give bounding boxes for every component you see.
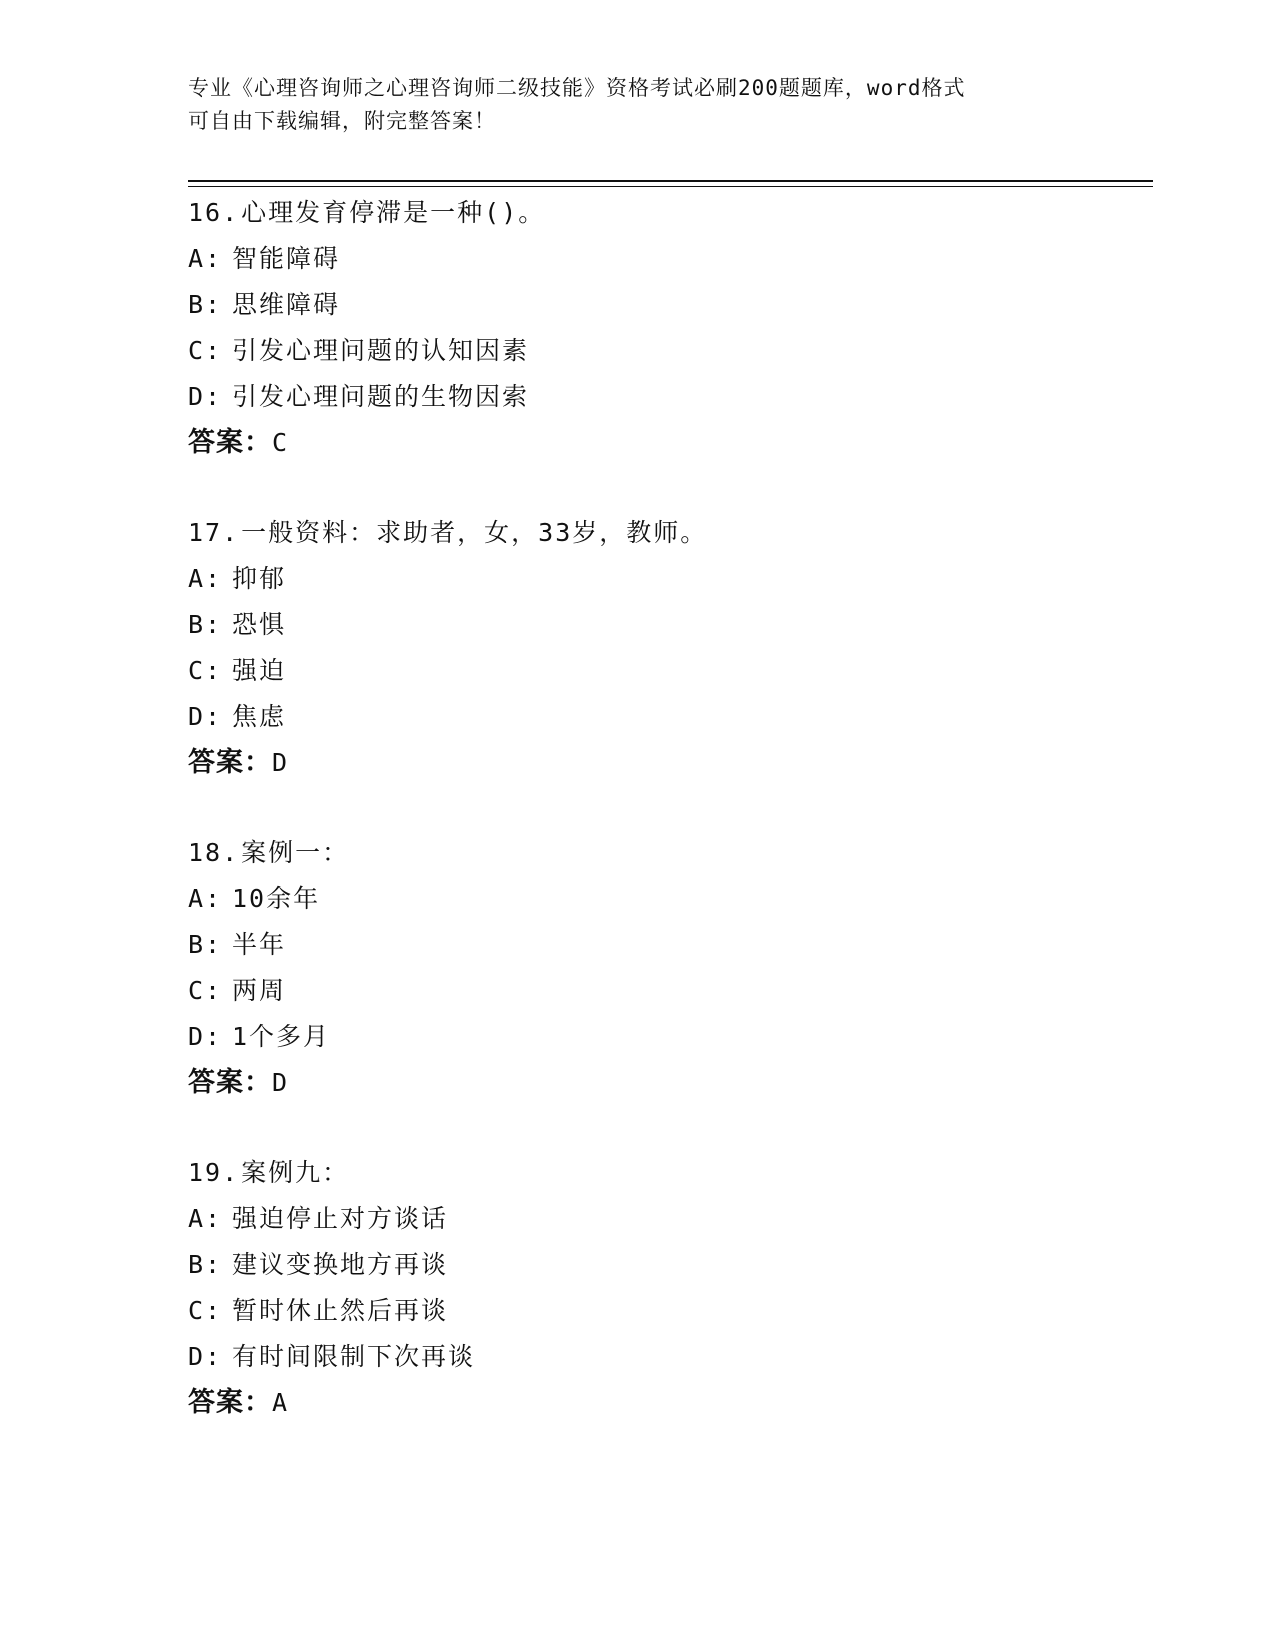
option-text: 建议变换地方再谈 [232,1250,449,1279]
option-d [188,1014,1148,1060]
option-key: C: [188,976,223,1005]
option-text: 智能障碍 [232,244,341,273]
option-text: 引发心理问题的生物因索 [232,382,530,411]
answer-value: D [272,1068,289,1097]
option-text: 半年 [232,930,287,959]
option-a [188,556,1148,602]
option-c [188,648,1148,694]
question-19 [188,1150,1148,1426]
option-d [188,694,1148,740]
question-17 [188,510,1148,786]
answer-value: C [272,428,289,457]
question-number: 16. [188,198,240,227]
option-key: D: [188,382,223,411]
header-divider-thin [188,186,1153,187]
option-key: D: [188,1342,223,1371]
option-text: 10余年 [232,884,321,913]
option-key: B: [188,930,223,959]
answer-line [188,1380,1148,1426]
option-b [188,922,1148,968]
question-text: 心理发育停滞是一种()。 [241,198,546,227]
option-key: D: [188,702,223,731]
option-key: A: [188,564,223,593]
answer-line [188,1060,1148,1106]
answer-value: D [272,748,289,777]
option-a [188,1196,1148,1242]
question-number: 17. [188,518,240,547]
option-key: A: [188,244,223,273]
answer-label: 答案： [188,427,272,458]
question-stem [188,830,1148,876]
header-line-2: 可自由下载编辑，附完整答案！ [188,109,496,133]
answer-label: 答案： [188,1067,272,1098]
answer-label: 答案： [188,1387,272,1418]
option-text: 思维障碍 [232,290,341,319]
question-stem [188,510,1148,556]
document-header [188,72,1088,138]
option-text: 强迫 [232,656,287,685]
option-c [188,328,1148,374]
option-key: B: [188,1250,223,1279]
question-text: 案例一： [241,838,350,867]
option-b [188,602,1148,648]
option-key: D: [188,1022,223,1051]
option-key: B: [188,610,223,639]
question-number: 18. [188,838,240,867]
option-d [188,374,1148,420]
answer-line [188,740,1148,786]
option-b [188,282,1148,328]
header-divider-thick [188,180,1153,182]
option-text: 焦虑 [232,702,287,731]
option-text: 1个多月 [232,1022,331,1051]
option-b [188,1242,1148,1288]
option-text: 暂时休止然后再谈 [232,1296,449,1325]
question-list [188,190,1148,1470]
option-key: B: [188,290,223,319]
question-18 [188,830,1148,1106]
option-c [188,968,1148,1014]
question-text: 一般资料：求助者，女，33岁，教师。 [241,518,708,547]
option-a [188,876,1148,922]
option-text: 有时间限制下次再谈 [232,1342,476,1371]
option-text: 强迫停止对方谈话 [232,1204,449,1233]
option-key: A: [188,1204,223,1233]
answer-value: A [272,1388,289,1417]
question-number: 19. [188,1158,240,1187]
option-a [188,236,1148,282]
option-key: A: [188,884,223,913]
option-text: 两周 [232,976,287,1005]
answer-line [188,420,1148,466]
option-key: C: [188,656,223,685]
option-text: 抑郁 [232,564,287,593]
header-line-1: 专业《心理咨询师之心理咨询师二级技能》资格考试必刷200题题库，word格式 [188,76,966,100]
option-key: C: [188,336,223,365]
question-16 [188,190,1148,466]
question-stem [188,1150,1148,1196]
question-stem [188,190,1148,236]
option-text: 引发心理问题的认知因素 [232,336,530,365]
option-text: 恐惧 [232,610,287,639]
answer-label: 答案： [188,747,272,778]
option-d [188,1334,1148,1380]
option-c [188,1288,1148,1334]
question-text: 案例九： [241,1158,350,1187]
option-key: C: [188,1296,223,1325]
